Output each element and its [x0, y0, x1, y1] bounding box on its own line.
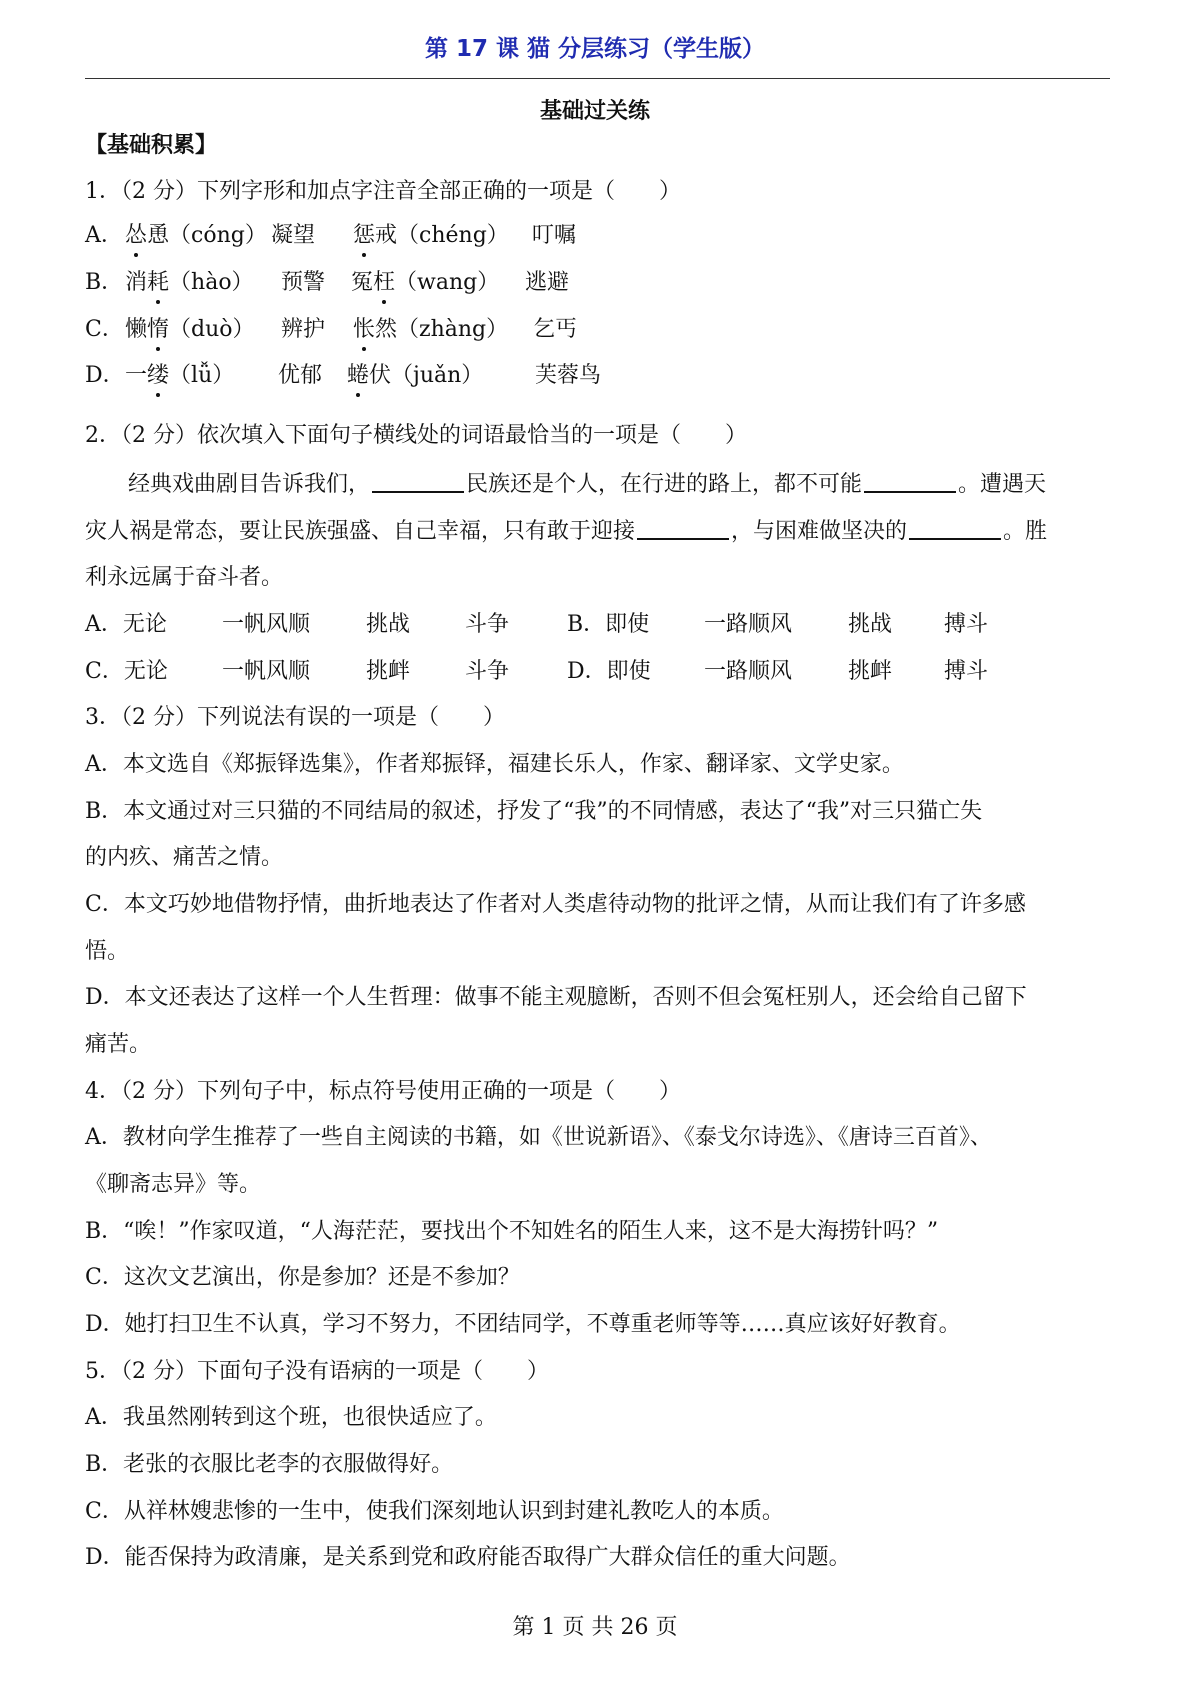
passage-text: 。胜: [1003, 519, 1048, 544]
passage-text: 。遭遇天: [958, 472, 1047, 497]
question-3-line: C．本文巧妙地借物抒情，曲折地表达了作者对人类虐待动物的批评之情，从而让我们有了许多感: [85, 892, 1026, 917]
question-3-line: B．本文通过对三只猫的不同结局的叙述，抒发了“我”的不同情感，表达了“我”对三只猫亡失: [85, 799, 983, 824]
section-title: 基础过关练: [539, 99, 650, 124]
question-2-passage-line-2: [85, 516, 1047, 547]
question-1-option-d: [85, 361, 602, 391]
dotted-char: 怂: [125, 221, 147, 251]
question-5-line: D．能否保持为政清廉，是关系到党和政府能否取得广大群众信任的重大问题。: [85, 1545, 851, 1570]
passage-text: 民族还是个人，在行进的路上，都不可能: [466, 472, 863, 497]
question-1-option-c: [85, 315, 578, 345]
question-4-line: B．“唉！”作家叹道，“人海茫茫，要找出个不知姓名的陌生人来，这不是大海捞针吗？”: [85, 1219, 939, 1244]
option-cell: 一帆风顺: [222, 612, 311, 637]
question-4-stem: 4．（2 分）下列句子中，标点符号使用正确的一项是（ ）: [85, 1079, 681, 1104]
option-word: （wang）: [395, 270, 500, 295]
option-word: 恿（cóng）: [147, 223, 267, 248]
page-footer: 第 1 页 共 26 页: [512, 1615, 678, 1640]
question-2-passage-line-3: 利永远属于奋斗者。: [85, 565, 284, 590]
question-3-line: A．本文选自《郑振铎选集》，作者郑振铎，福建长乐人，作家、翻译家、文学史家。: [85, 752, 904, 777]
option-letter: B．: [85, 270, 124, 295]
option-cell: 搏斗: [944, 659, 989, 684]
option-cell: 一路顺风: [704, 612, 793, 637]
header-divider: [85, 78, 1110, 79]
option-cell: 一帆风顺: [222, 659, 311, 684]
option-letter: C．: [85, 317, 124, 342]
fill-in-blank: [864, 469, 956, 493]
option-word: 凝望: [271, 223, 316, 248]
option-cell: 搏斗: [944, 612, 989, 637]
question-1-option-a: [85, 221, 577, 251]
dotted-char: 枉: [373, 268, 395, 298]
question-4-line: 《聊斋志异》等。: [85, 1172, 262, 1197]
option-cell: B．即使: [567, 612, 650, 637]
question-1-stem: 1．（2 分）下列字形和加点字注音全部正确的一项是（ ）: [85, 179, 681, 204]
question-1-option-b: [85, 268, 570, 298]
question-2-passage-line-1: [128, 469, 1046, 500]
option-word: （hào）: [169, 270, 254, 295]
question-3-line: 的内疚、痛苦之情。: [85, 845, 284, 870]
passage-text: 灾人祸是常态，要让民族强盛、自己幸福，只有敢于迎接: [85, 519, 636, 544]
option-word: 冤: [351, 270, 374, 295]
fill-in-blank: [372, 469, 464, 493]
option-cell: 一路顺风: [704, 659, 793, 684]
option-word: 戒（chéng）: [375, 223, 509, 248]
question-5-line: C．从祥林嫂悲惨的一生中，使我们深刻地认识到封建礼教吃人的本质。: [85, 1499, 784, 1524]
option-word: 消: [125, 270, 148, 295]
passage-text: 经典戏曲剧目告诉我们，: [128, 472, 371, 497]
option-word: 逃避: [525, 270, 570, 295]
option-cell: 斗争: [465, 612, 510, 637]
option-word: 懒: [125, 317, 148, 342]
dotted-char: 蜷: [347, 361, 369, 391]
option-word: 辨护: [281, 317, 326, 342]
dotted-char: 怅: [353, 315, 375, 345]
option-cell: 斗争: [465, 659, 510, 684]
question-3-stem: 3．（2 分）下列说法有误的一项是（ ）: [85, 705, 505, 730]
option-word: 伏（juǎn）: [369, 363, 484, 388]
option-word: 乞丐: [533, 317, 578, 342]
question-5-stem: 5．（2 分）下面句子没有语病的一项是（ ）: [85, 1359, 549, 1384]
passage-text: ，与困难做坚决的: [731, 519, 908, 544]
dotted-char: 惰: [147, 315, 169, 345]
option-word: 然（zhàng）: [375, 317, 509, 342]
option-cell: A．无论: [85, 612, 167, 637]
dotted-char: 耗: [147, 268, 169, 298]
option-cell: 挑战: [848, 612, 893, 637]
question-5-line: B．老张的衣服比老李的衣服做得好。: [85, 1452, 454, 1477]
option-cell: C．无论: [85, 659, 168, 684]
option-cell: D．即使: [567, 659, 651, 684]
option-word: （duò）: [169, 317, 255, 342]
fill-in-blank: [909, 516, 1001, 540]
question-4-line: D．她打扫卫生不认真，学习不努力，不团结同学，不尊重老师等等……真应该好好教育。: [85, 1312, 961, 1337]
option-letter: D．: [85, 363, 125, 388]
question-4-line: A．教材向学生推荐了一些自主阅读的书籍，如《世说新语》、《泰戈尔诗选》、《唐诗三百首》、: [85, 1125, 992, 1150]
option-word: 预警: [281, 270, 326, 295]
page-header-title: 第 17 课 猫 分层练习（学生版）: [424, 36, 766, 62]
option-word: （lǚ）: [169, 363, 235, 388]
question-4-line: C．这次文艺演出，你是参加？还是不参加？: [85, 1265, 520, 1290]
option-word: 优郁: [278, 363, 323, 388]
option-word: 芙蓉鸟: [535, 363, 602, 388]
dotted-char: 惩: [353, 221, 375, 251]
option-cell: 挑战: [366, 612, 411, 637]
option-cell: 挑衅: [366, 659, 411, 684]
fill-in-blank: [637, 516, 729, 540]
option-letter: A．: [85, 223, 123, 248]
subsection-title: 【基础积累】: [85, 133, 218, 158]
option-word: 一: [125, 363, 148, 388]
dotted-char: 缕: [147, 361, 169, 391]
option-cell: 挑衅: [848, 659, 893, 684]
question-3-line: 悟。: [85, 939, 130, 964]
question-3-line: 痛苦。: [85, 1032, 152, 1057]
question-2-stem: 2．（2 分）依次填入下面句子横线处的词语最恰当的一项是（ ）: [85, 423, 747, 448]
question-3-line: D．本文还表达了这样一个人生哲理：做事不能主观臆断，否则不但会冤枉别人，还会给自己留下: [85, 985, 1027, 1010]
option-word: 叮嘱: [532, 223, 577, 248]
question-5-line: A．我虽然刚转到这个班，也很快适应了。: [85, 1405, 497, 1430]
